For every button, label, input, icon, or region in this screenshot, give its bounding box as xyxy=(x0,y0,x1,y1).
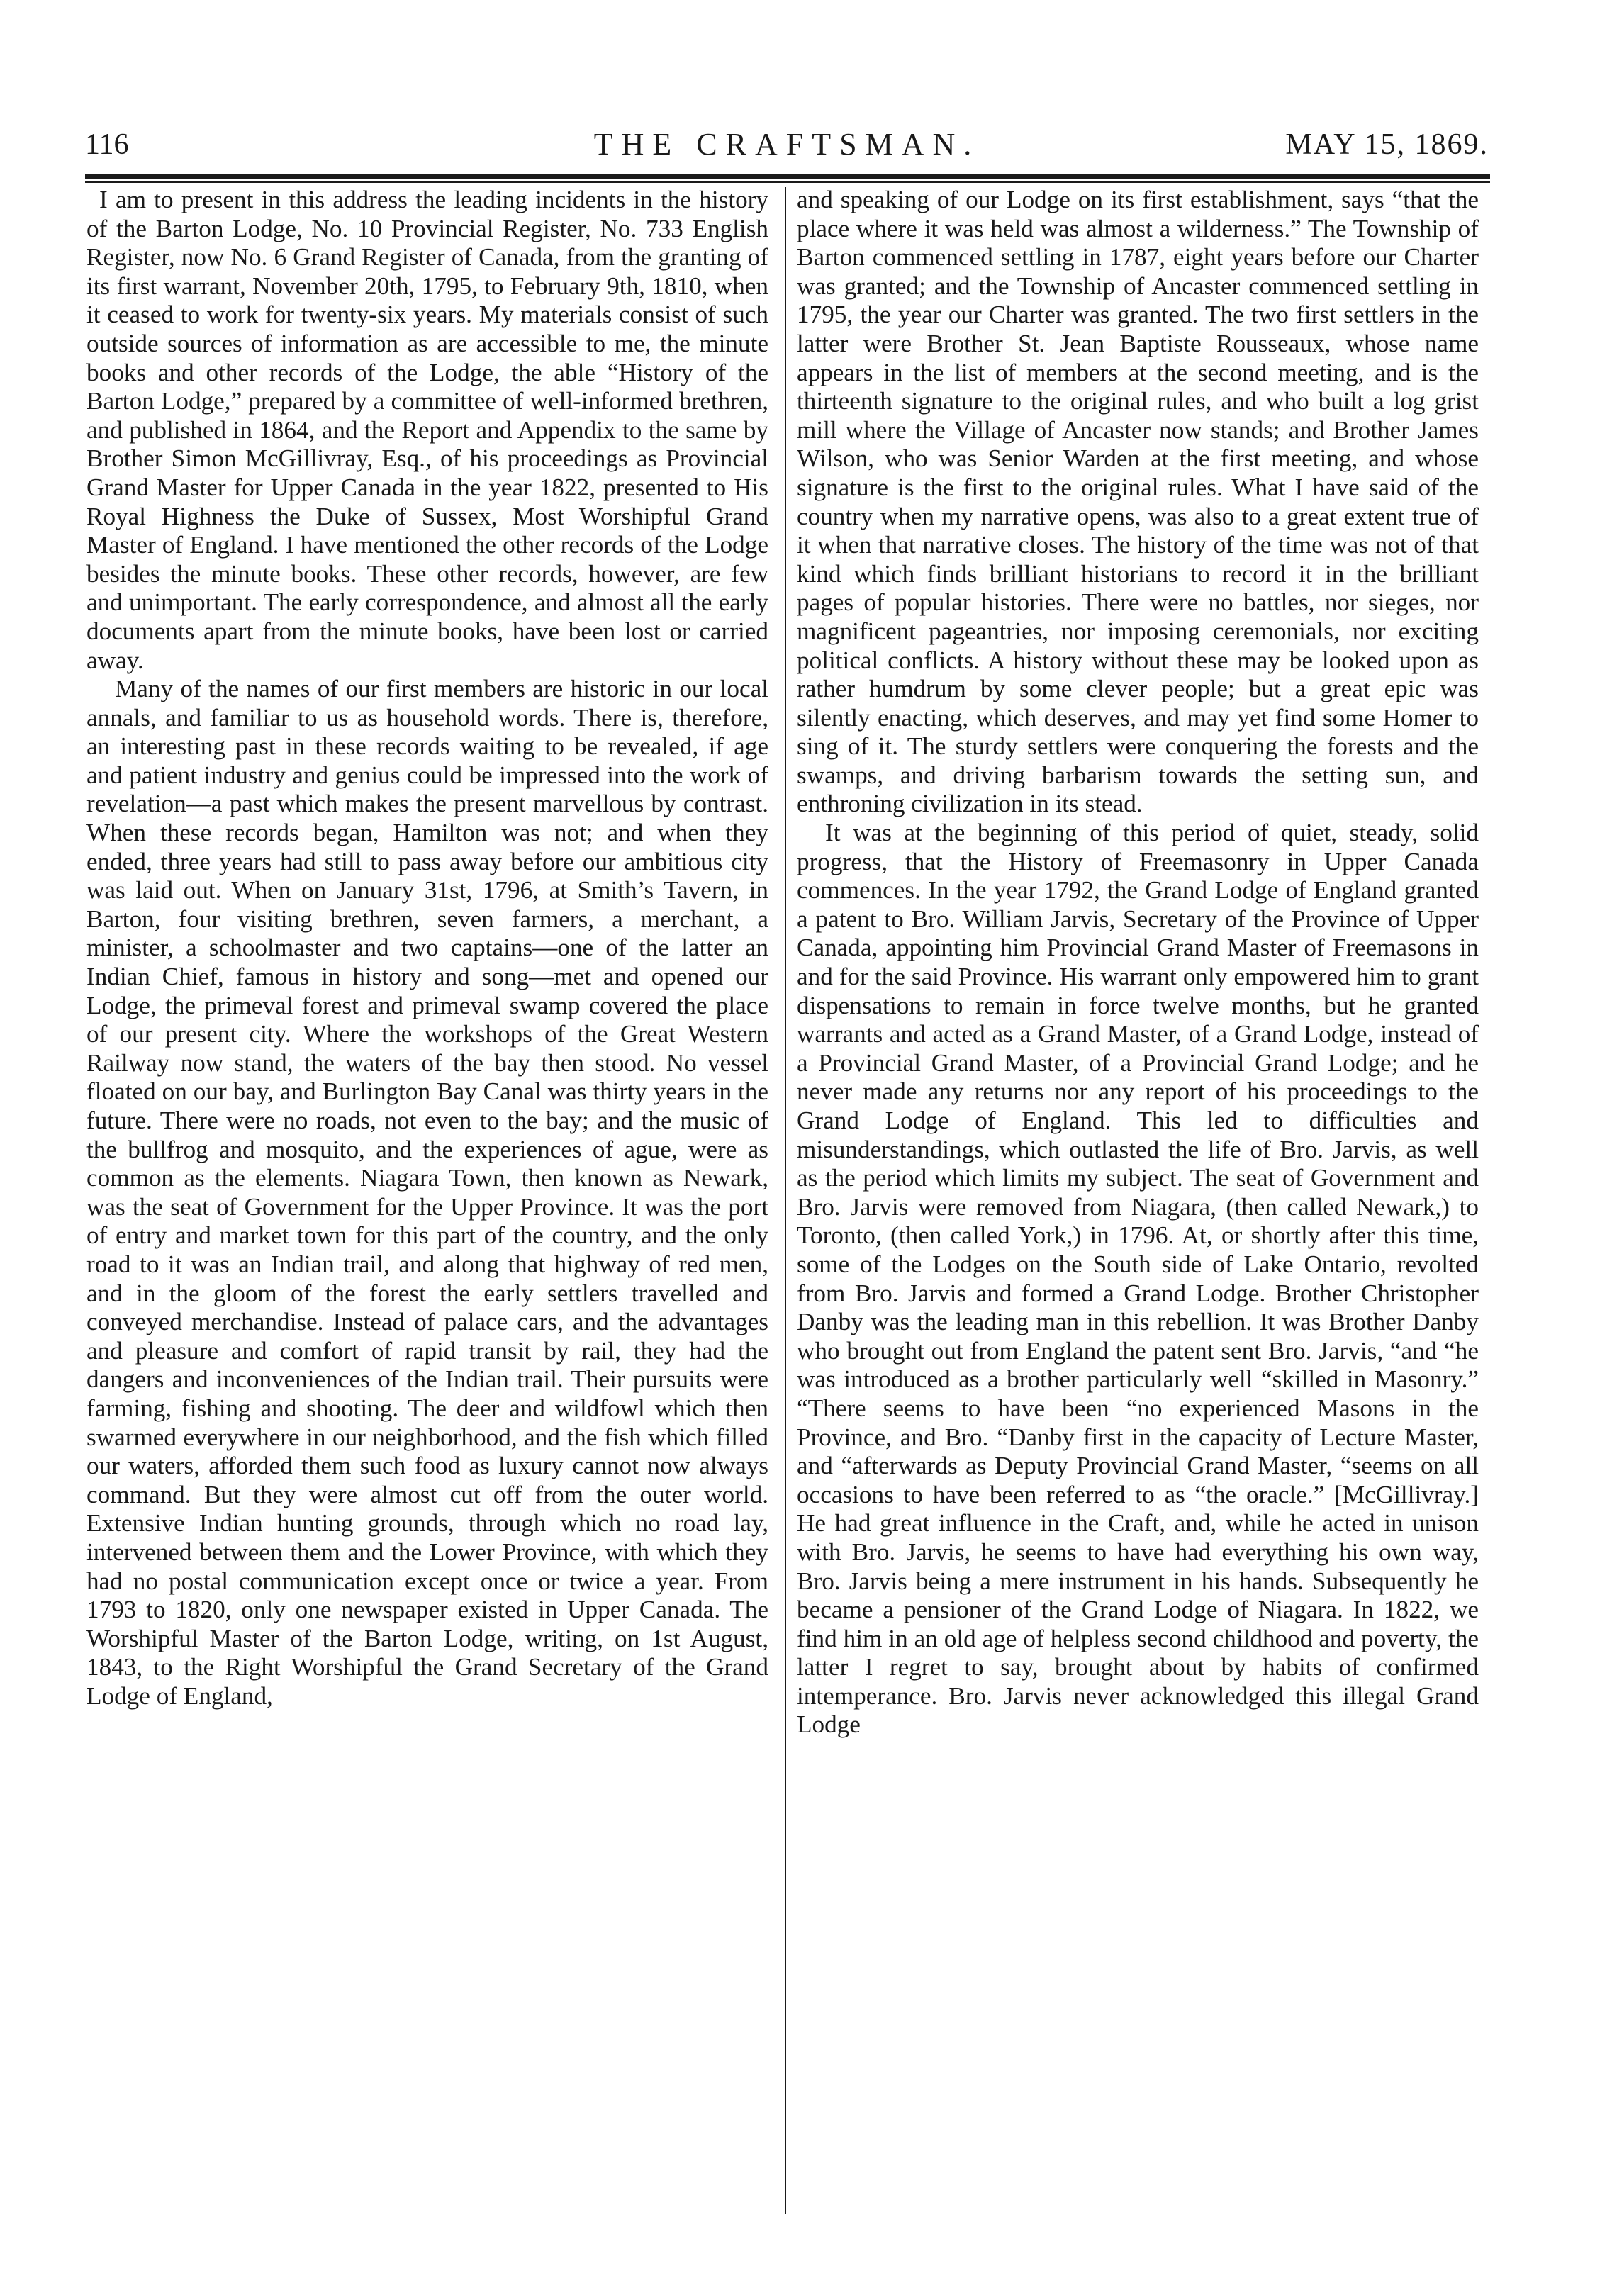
header-rule-thin xyxy=(85,181,1490,183)
issue-date: MAY 15, 1869. xyxy=(1285,128,1489,161)
column-divider xyxy=(785,187,786,2214)
left-paragraph-1: I am to present in this address the leading incidents in the history of the Barton Lodge, No. 10 Provincial Register, No. 733 English Register, now No. 6 Grand Register of Canada, from the granting of its first warrant, November 20th, 1795, to February 9th, 1810, when it ceased to work for twenty-six years. My materials consist of such outside sources of information as are accessible to me, the minute books and other records of the Lodge, the able “History of the Barton Lodge,” prepared by a committee of well-informed brethren, and published in 1864, and the Report and Appendix to the same by Brother Simon McGillivray, Esq., of his proceedings as Provincial Grand Master for Upper Canada in the year 1822, presented to His Royal Highness the Duke of Sussex, Most Worshipful Grand Master of England. I have mentioned the other records of the Lodge besides the minute books. These other records, however, are few and unimportant. The early correspondence, and almost all the early documents apart from the minute books, have been lost or carried away. xyxy=(86,186,768,674)
right-column xyxy=(797,186,1479,1740)
page-header xyxy=(85,119,1489,169)
header-rule-thick xyxy=(85,174,1490,179)
left-column xyxy=(86,186,768,1710)
left-paragraph-2: Many of the names of our first members are historic in our local annals, and familiar to us as household words. There is, therefore, an interesting past in these records waiting to be revealed, if age and patient industry and genius could be impressed into the work of revelation—a past which makes the present marvellous by contrast. When these records began, Hamilton was not; and when they ended, three years had still to pass away before our ambitious city was laid out. When on January 31st, 1796, at Smith’s Tavern, in Barton, four visiting brethren, seven farmers, a merchant, a minister, a schoolmaster and two captains—one of the latter an Indian Chief, famous in history and song—met and opened our Lodge, the primeval forest and primeval swamp covered the place of our present city. Where the workshops of the Great Western Railway now stand, the waters of the bay then stood. No vessel floated on our bay, and Burlington Bay Canal was thirty years in the future. There were no roads, not even to the bay; and the music of the bullfrog and mosquito, and the experiences of ague, were as common as the elements. Niagara Town, then known as Newark, was the seat of Government for the Upper Province. It was the port of entry and market town for this part of the country, and the only road to it was an Indian trail, and along that highway of red men, and in the gloom of the forest the early settlers travelled and conveyed merchandise. Instead of palace cars, and the advantages and pleasure and comfort of rapid transit by rail, they had the dangers and inconveniences of the Indian trail. Their pursuits were farming, fishing and shooting. The deer and wildfowl which then swarmed everywhere in our neighborhood, and the fish which filled our waters, afforded them such food as luxury cannot now always command. But they were almost cut off from the outer world. Extensive Indian hunting grounds, through which no road lay, intervened between them and the Lower Province, with which they had no postal communication except once or twice a year. From 1793 to 1820, only one newspaper existed in Upper Canada. The Worshipful Master of the Barton Lodge, writing, on 1st August, 1843, to the Right Worshipful the Grand Secretary of the Grand Lodge of England, xyxy=(86,675,768,1710)
publication-title: THE CRAFTSMAN. xyxy=(593,127,980,162)
right-paragraph-2: It was at the beginning of this period of quiet, steady, solid progress, that the History of Freemasonry in Upper Canada commences. In the year 1792, the Grand Lodge of England granted a patent to Bro. William Jarvis, Secretary of the Province of Upper Canada, appointing him Provincial Grand Master of Freemasons in and for the said Province. His warrant only empowered him to grant dispensations to remain in force twelve months, but he granted warrants and acted as a Grand Master, of a Grand Lodge, instead of a Provincial Grand Master, of a Provincial Grand Lodge; and he never made any returns nor any report of his proceedings to the Grand Lodge of England. This led to difficulties and misunderstandings, which outlasted the life of Bro. Jarvis, as well as the period which limits my subject. The seat of Government and Bro. Jarvis were removed from Niagara, (then called Newark,) to Toronto, (then called York,) in 1796. At, or shortly after this time, some of the Lodges on the South side of Lake Ontario, revolted from Bro. Jarvis and formed a Grand Lodge. Brother Christopher Danby was the leading man in this rebellion. It was Brother Danby who brought out from England the patent sent Bro. Jarvis, “and “he was introduced as a brother particularly well “skilled in Masonry.” “There seems to have been “no experienced Masons in the Province, and Bro. “Danby first in the capacity of Lecture Master, and “afterwards as Deputy Provincial Grand Master, “seems on all occasions to have been referred to as “the oracle.” [McGillivray.] He had great influence in the Craft, and, while he acted in unison with Bro. Jarvis, he seems to have had everything his own way, Bro. Jarvis being a mere instrument in his hands. Subsequently he became a pensioner of the Grand Lodge of Niagara. In 1822, we find him in an old age of helpless second childhood and poverty, the latter I regret to say, brought about by habits of confirmed intemperance. Bro. Jarvis never acknowledged this illegal Grand Lodge xyxy=(797,819,1479,1739)
right-paragraph-1: and speaking of our Lodge on its first establishment, says “that the place where it was held was almost a wilderness.” The Township of Barton commenced settling in 1787, eight years before our Charter was granted; and the Township of Ancaster commenced settling in 1795, the year our Charter was granted. The two first settlers in the latter were Brother St. Jean Baptiste Rousseaux, whose name appears in the list of members at the second meeting, and is the thirteenth signature to the original rules, and who built a log grist mill where the Village of Ancaster now stands; and Brother James Wilson, who was Senior Warden at the first meeting, and whose signature is the first to the original rules. What I have said of the country when my narrative opens, was also to a great extent true of it when that narrative closes. The history of the time was not of that kind which finds brilliant historians to record it in the brilliant pages of popular histories. There were no battles, nor sieges, nor magnificent pageantries, nor imposing ceremonials, nor exciting political conflicts. A history without these may be looked upon as rather humdrum by some clever people; but a great epic was silently enacting, which deserves, and may yet find some Homer to sing of it. The sturdy settlers were conquering the forests and the swamps, and driving barbarism towards the setting sun, and enthroning civilization in its stead. xyxy=(797,186,1479,818)
page-number: 116 xyxy=(85,128,129,161)
